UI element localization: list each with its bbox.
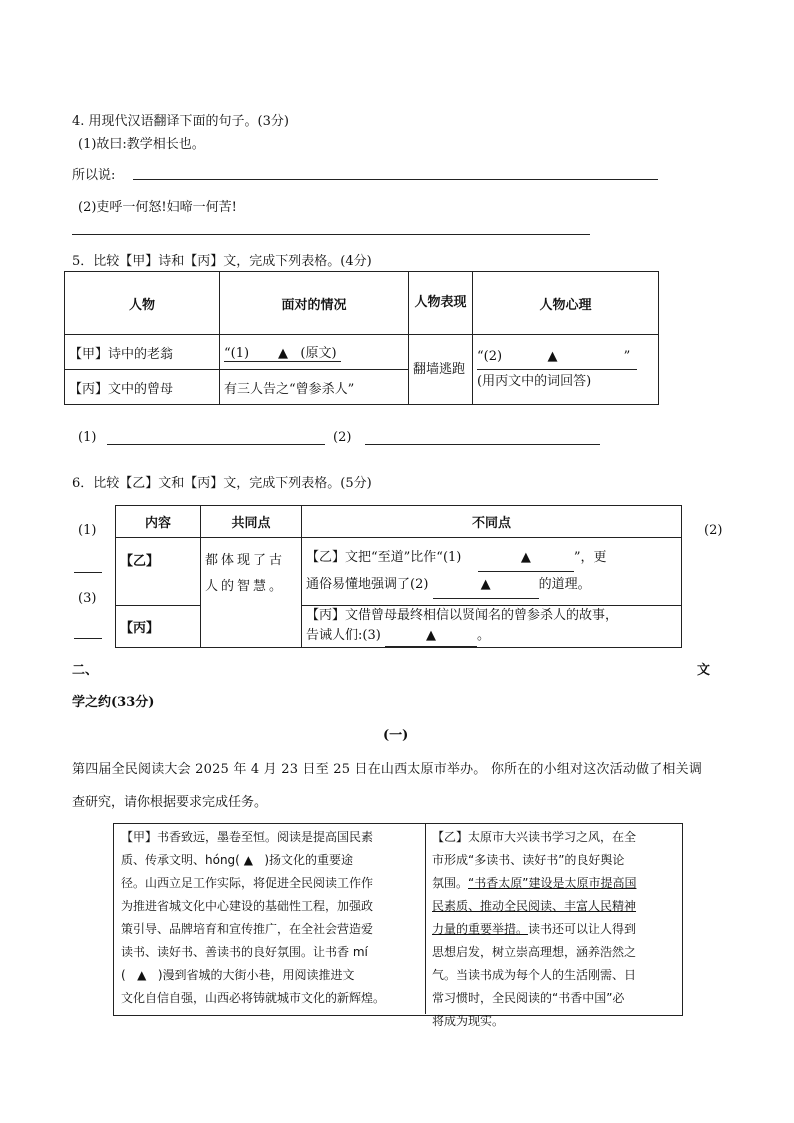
q4-answer-line-1[interactable]: [133, 179, 658, 180]
q5-answer1-label: (1): [78, 430, 97, 445]
q6-header-content: 内容: [116, 506, 201, 538]
answer-marker: ▲: [425, 628, 436, 643]
q6-diff-yi: [302, 538, 682, 606]
passage-divider: [425, 823, 426, 1014]
section2-title: 学之约(33分): [72, 695, 155, 710]
q6-diff-bing-b: 告诫人们:(3): [306, 628, 381, 643]
q6-bing: 【丙】: [116, 606, 201, 648]
q6-common: 都体现了古人的智慧。: [201, 538, 302, 648]
q5-mind-note: (用丙文中的词回答): [477, 374, 592, 389]
q6-diff-yi-b: ”，更: [573, 549, 607, 565]
answer-marker: ▲: [278, 346, 288, 361]
q5-table: [64, 271, 659, 405]
q6-blank-3[interactable]: [385, 626, 477, 647]
jia-line-2-b: )扬文化的重要途: [264, 853, 354, 867]
jia-line-8: 文化自信自强，山西必将铸就城市文化的新辉煌。: [121, 991, 386, 1005]
section2-intro-2: 查研究，请你根据要求完成任务。: [72, 795, 268, 810]
q6-side-left-1: (1): [78, 523, 97, 538]
q5-answer2-label: (2): [333, 430, 352, 445]
jia-line-7-a: (: [121, 968, 126, 982]
q6-side-left-3: (3): [78, 591, 97, 606]
jia-line-5: 策引导、品牌培育和宣传推广，在全社会营造爱: [121, 922, 374, 936]
q6-diff-yi-d: 的道理。: [538, 576, 591, 592]
yi-line-3-b: “书香太原”建设是太原市提高国: [468, 876, 637, 890]
yi-line-3: [432, 872, 636, 895]
q6-side-right-2: (2): [704, 523, 723, 538]
yi-line-5-a: 力量的重要举措。: [432, 922, 529, 936]
jia-line-6: 读书、读好书、善读书的良好氛围。让书香 mí: [121, 945, 368, 959]
q4-item2: (2)吏呼一何怒!妇啼一何苦!: [78, 200, 237, 215]
q6-header-diff: 不同点: [302, 506, 682, 538]
jia-line-3: 径。山西立足工作实际，将促进全民阅读工作作: [121, 876, 374, 890]
q6-title: 6．比较【乙】文和【丙】文，完成下列表格。(5分): [72, 476, 372, 491]
yi-line-8: 常习惯时，全民阅读的“书香中国”必: [432, 991, 625, 1005]
yi-line-6: 思想启发，树立崇高理想，涵养浩然之: [432, 945, 637, 959]
q5-mind-cell: [473, 335, 659, 405]
q5-answer1-line[interactable]: [107, 444, 325, 445]
q5-row2-person: 【丙】文中的曾母: [65, 370, 220, 405]
q5-header-situation: 面对的情况: [220, 272, 409, 335]
answer-marker: ▲: [243, 853, 253, 867]
answer-marker: ▲: [137, 968, 147, 982]
yi-line-5: [432, 918, 636, 941]
q6-side-line-1[interactable]: [74, 572, 102, 573]
q6-header-common: 共同点: [201, 506, 302, 538]
q6-side-line-3[interactable]: [74, 638, 102, 639]
yi-line-1: 【乙】太原市大兴读书学习之风，在全: [432, 830, 637, 844]
q6-table: [115, 505, 682, 648]
q6-diff-bing-c: 。: [476, 628, 490, 643]
section2-sub: (一): [383, 728, 409, 743]
q5-row1-situation-tail: (原文): [300, 346, 337, 361]
q5-behavior: 翻墙逃跑: [409, 335, 473, 405]
jia-line-4: 为推进省城文化中心建设的基础性工程，加强政: [121, 899, 374, 913]
q4-title: 4. 用现代汉语翻译下面的句子。(3分): [72, 114, 289, 129]
section2-intro-1: 第四届全民阅读大会 2025 年 4 月 23 日至 25 日在山西太原市举办。 你所在的小组对这次活动做了相关调: [72, 762, 703, 777]
jia-line-7-b: )漫到省城的大街小巷，用阅读推进文: [157, 968, 355, 982]
q6-blank-1[interactable]: [478, 545, 574, 572]
q5-header-behavior: 人物表现: [409, 272, 473, 335]
q5-row2-situation: 有三人告之“曾参杀人”: [220, 370, 409, 405]
q6-yi: 【乙】: [116, 538, 201, 606]
passage-jia: [121, 826, 385, 1010]
q5-row1-situation: [220, 335, 409, 370]
yi-line-2: 市形成“多读书、读好书”的良好舆论: [432, 853, 625, 867]
yi-line-5-b: 读书还可以让人得到: [528, 922, 637, 936]
q5-title: 5．比较【甲】诗和【丙】文，完成下列表格。(4分): [72, 254, 372, 269]
q6-diff-yi-c: 通俗易懂地强调了(2): [306, 576, 429, 592]
q5-mind-close: ”: [623, 349, 631, 364]
section2-lead: 二、: [72, 663, 99, 678]
q5-row1-person: 【甲】诗中的老翁: [65, 335, 220, 370]
jia-line-1: 【甲】书香致远，墨卷至恒。阅读是提高国民素: [121, 830, 374, 844]
q5-mind-open: “(2): [477, 349, 503, 364]
q5-row1-situation-open: “(1): [224, 346, 250, 361]
jia-line-2-a: 质、传承文明、hóng(: [121, 853, 240, 867]
jia-line-7: [121, 964, 385, 987]
q6-blank-2[interactable]: [433, 572, 539, 599]
section2-tail: 文: [697, 663, 711, 678]
answer-marker: ▲: [547, 349, 558, 364]
jia-line-2: [121, 849, 385, 872]
yi-line-7: 气。当读书成为每个人的生活刚需、日: [432, 968, 637, 982]
answer-marker: ▲: [520, 549, 531, 565]
q6-diff-yi-a: 【乙】文把“至道”比作“(1): [306, 549, 462, 565]
q6-diff-bing: [302, 606, 682, 648]
q5-answer2-line[interactable]: [365, 444, 600, 445]
q4-item1: (1)故曰:教学相长也。: [78, 137, 205, 152]
q6-diff-bing-a: 【丙】文借曾母最终相信以贤闻名的曾参杀人的故事，: [306, 608, 619, 623]
q5-header-mind: 人物心理: [473, 272, 659, 335]
yi-line-3-a: 氛围。: [432, 876, 469, 890]
passage-yi: [432, 826, 636, 1033]
yi-line-4: 民素质、推动全民阅读、丰富人民精神: [432, 899, 637, 913]
yi-line-9: 将成为现实。: [432, 1014, 505, 1028]
q5-header-person: 人物: [65, 272, 220, 335]
q4-answer-prefix: 所以说:: [72, 168, 116, 183]
answer-marker: ▲: [480, 576, 491, 592]
q4-answer-line-2[interactable]: [72, 234, 590, 235]
